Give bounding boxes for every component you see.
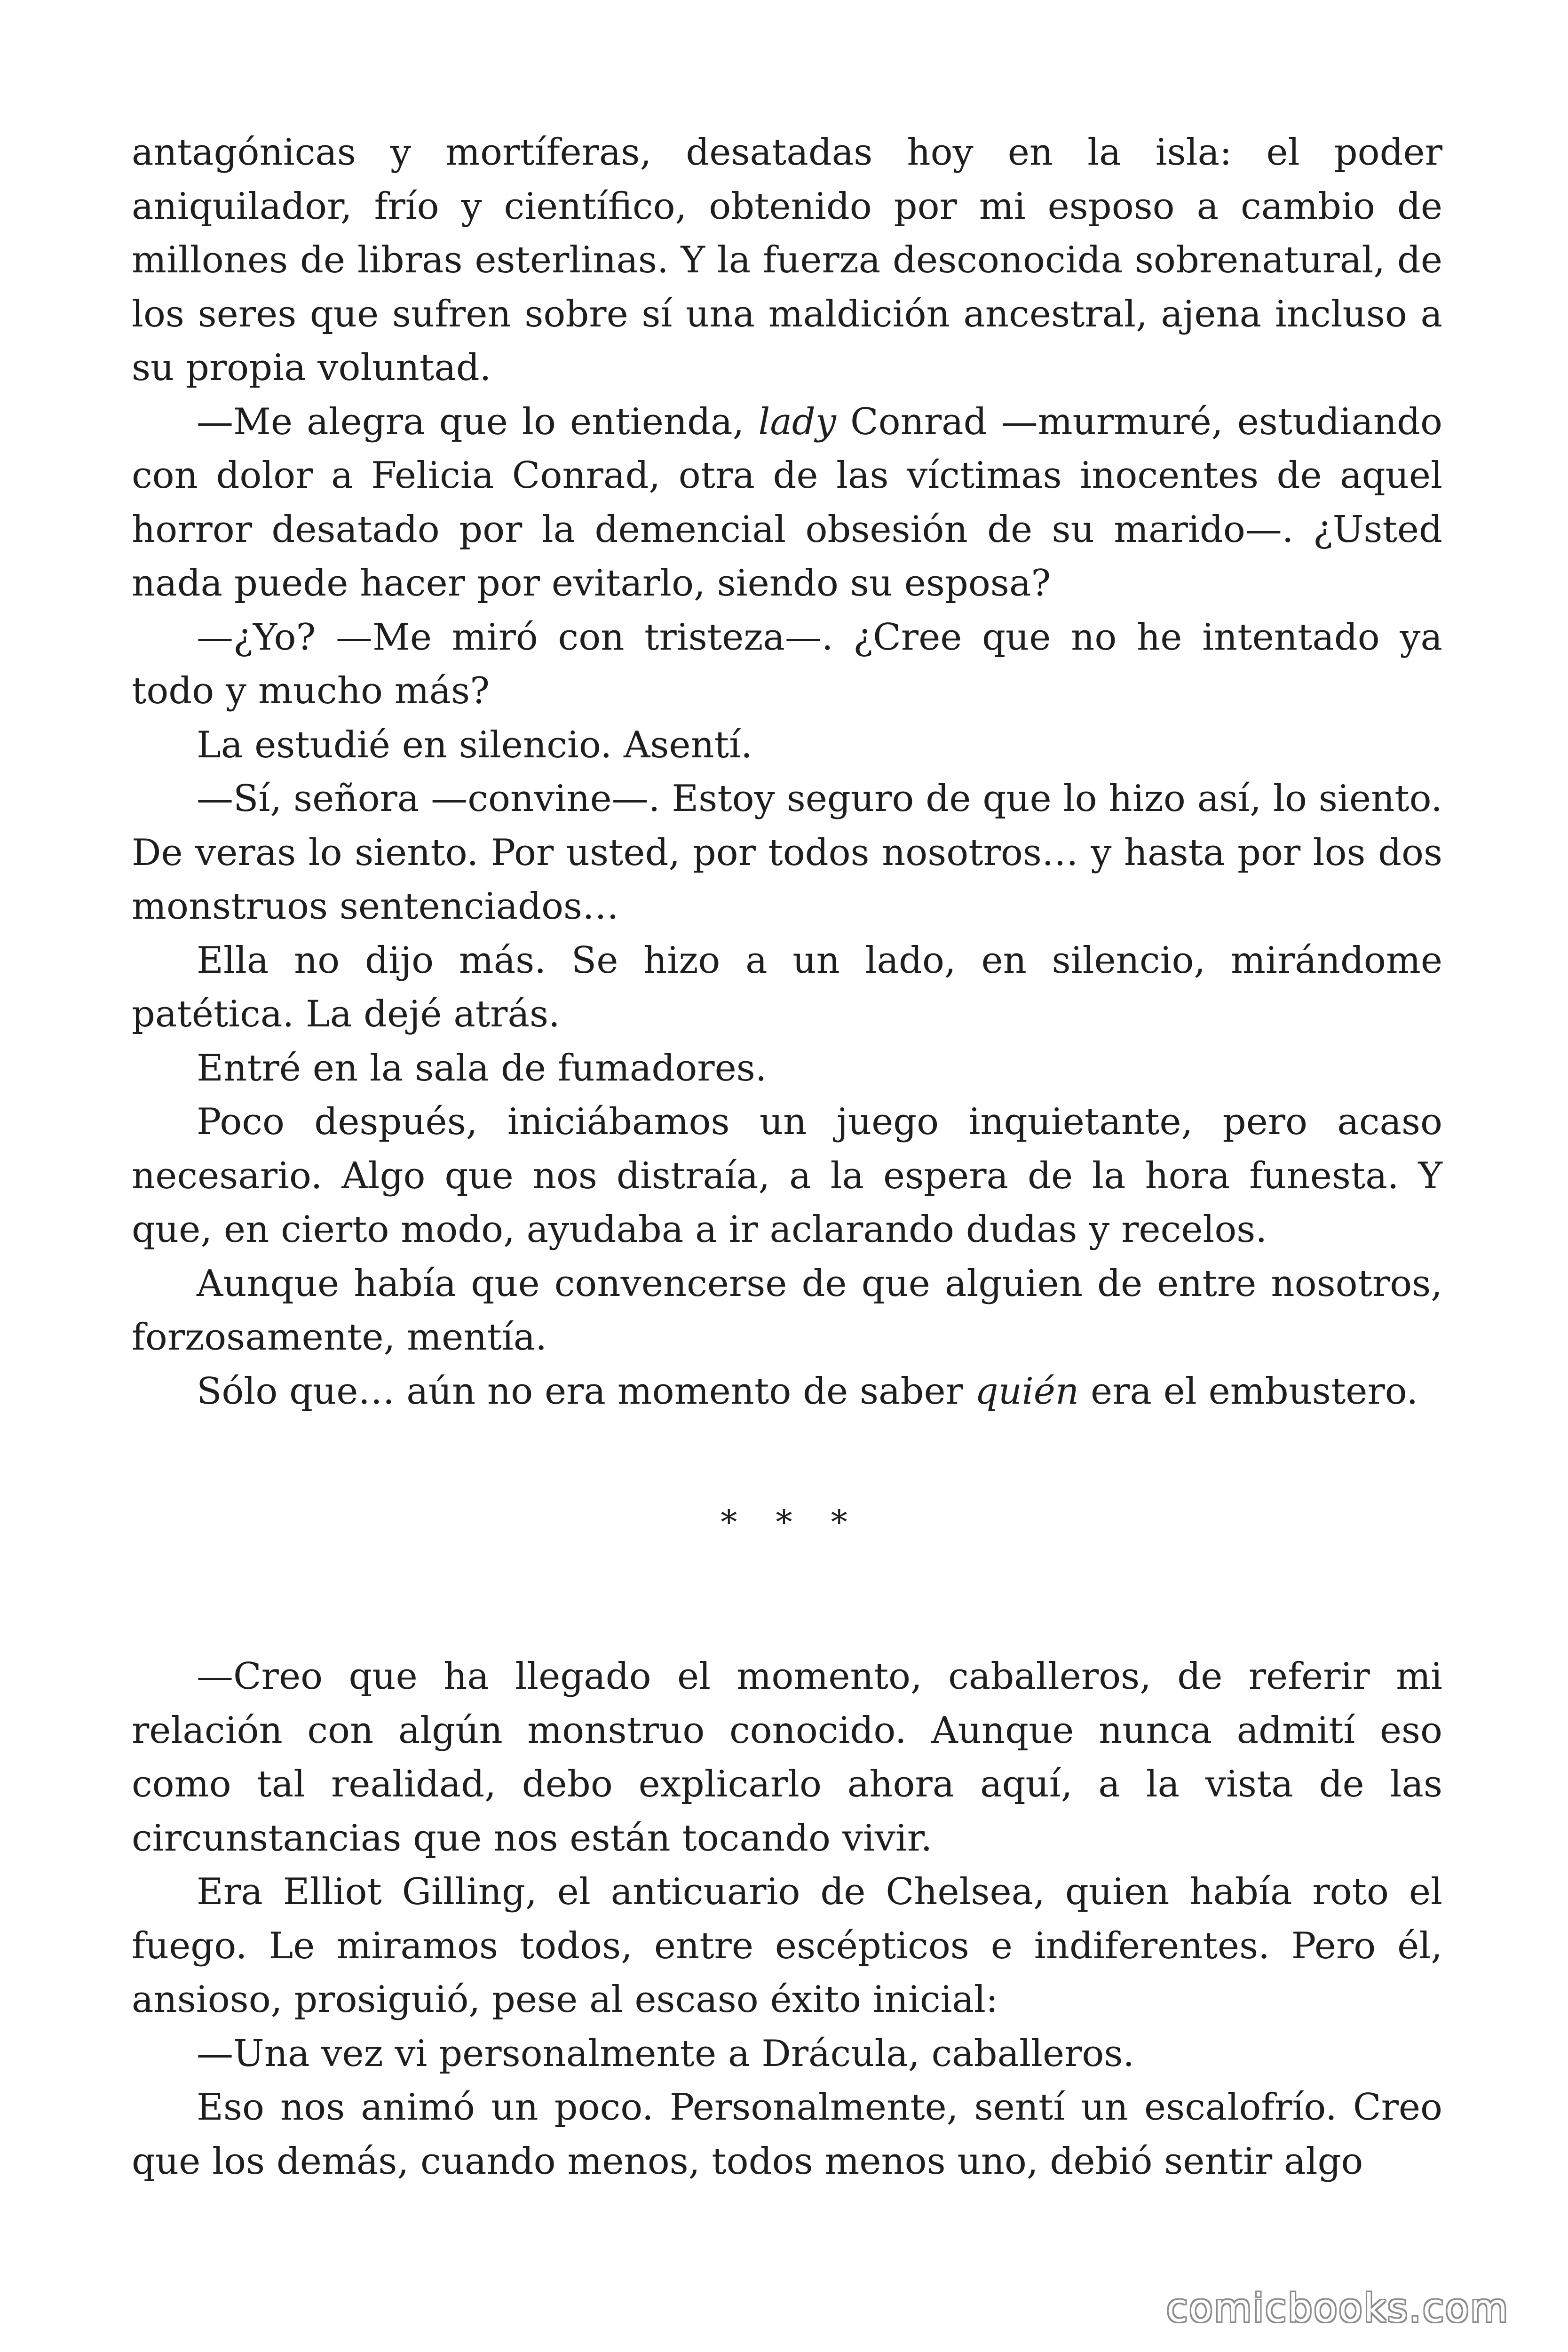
paragraph: Eso nos animó un poco. Personalmente, sentí un escalofrío. Creo que los demás, cuando menos, todos menos uno, debió sentir algo	[132, 2086, 1442, 2183]
text-run: Conrad —murmuré, estudiando con dolor a Felicia Conrad, otra de las víctimas inocentes de aquel horror desatado por la demencial obsesión de su marido—. ¿Usted nada puede hacer por evitarlo, siendo su esposa?	[132, 400, 1442, 604]
text-block-bottom	[132, 1650, 1442, 2188]
italic-text: lady	[758, 400, 836, 443]
paragraph: Ella no dijo más. Se hizo a un lado, en silencio, mirándome patética. La dejé atrás.	[132, 939, 1442, 1035]
paragraph: —¿Yo? —Me miró con tristeza—. ¿Cree que no he intentado ya todo y mucho más?	[132, 616, 1442, 712]
text-run: —Me alegra que lo entienda,	[197, 400, 759, 443]
watermark: comicbooks.com	[1166, 2286, 1509, 2331]
paragraph	[132, 395, 1442, 611]
italic-text: quién	[974, 1370, 1079, 1413]
paragraph: —Sí, señora —convine—. Estoy seguro de que lo hizo así, lo siento. De veras lo siento. Por usted, por todos nosotros… y hasta por los dos monstruos sentenciados…	[132, 778, 1442, 928]
paragraph: —Creo que ha llegado el momento, caballeros, de referir mi relación con algún monstruo conocido. Aunque nunca admití eso como tal realidad, debo explicarlo ahora aquí, a la vista de las circunstancias que nos están tocando vivir.	[132, 1655, 1442, 1859]
paragraph	[132, 1365, 1442, 1419]
text-run: era el embustero.	[1079, 1370, 1418, 1413]
text-block-top	[132, 126, 1442, 1418]
text-run: Sólo que… aún no era momento de saber	[197, 1370, 975, 1413]
paragraph: Poco después, iniciábamos un juego inquietante, pero acaso necesario. Algo que nos distraía, a la espera de la hora funesta. Y que, en cierto modo, ayudaba a ir aclarando dudas y recelos.	[132, 1101, 1442, 1251]
paragraph: —Una vez vi personalmente a Drácula, caballeros.	[197, 2032, 1135, 2075]
paragraph: Era Elliot Gilling, el anticuario de Chelsea, quien había roto el fuego. Le miramos todos, entre escépticos e indiferentes. Pero él, ansioso, prosiguió, pese al escaso éxito inicial:	[132, 1871, 1442, 2021]
paragraph: Entré en la sala de fumadores.	[197, 1047, 767, 1089]
paragraph: antagónicas y mortíferas, desatadas hoy en la isla: el poder aniquilador, frío y científico, obtenido por mi esposo a cambio de millones de libras esterlinas. Y la fuerza desconocida sobrenatural, de los seres que sufren sobre sí una maldición ancestral, ajena incluso a su propia voluntad.	[132, 131, 1442, 389]
paragraph: La estudié en silencio. Asentí.	[197, 723, 752, 766]
section-separator: * * *	[721, 1503, 862, 1542]
paragraph: Aunque había que convencerse de que alguien de entre nosotros, forzosamente, mentía.	[132, 1262, 1442, 1359]
